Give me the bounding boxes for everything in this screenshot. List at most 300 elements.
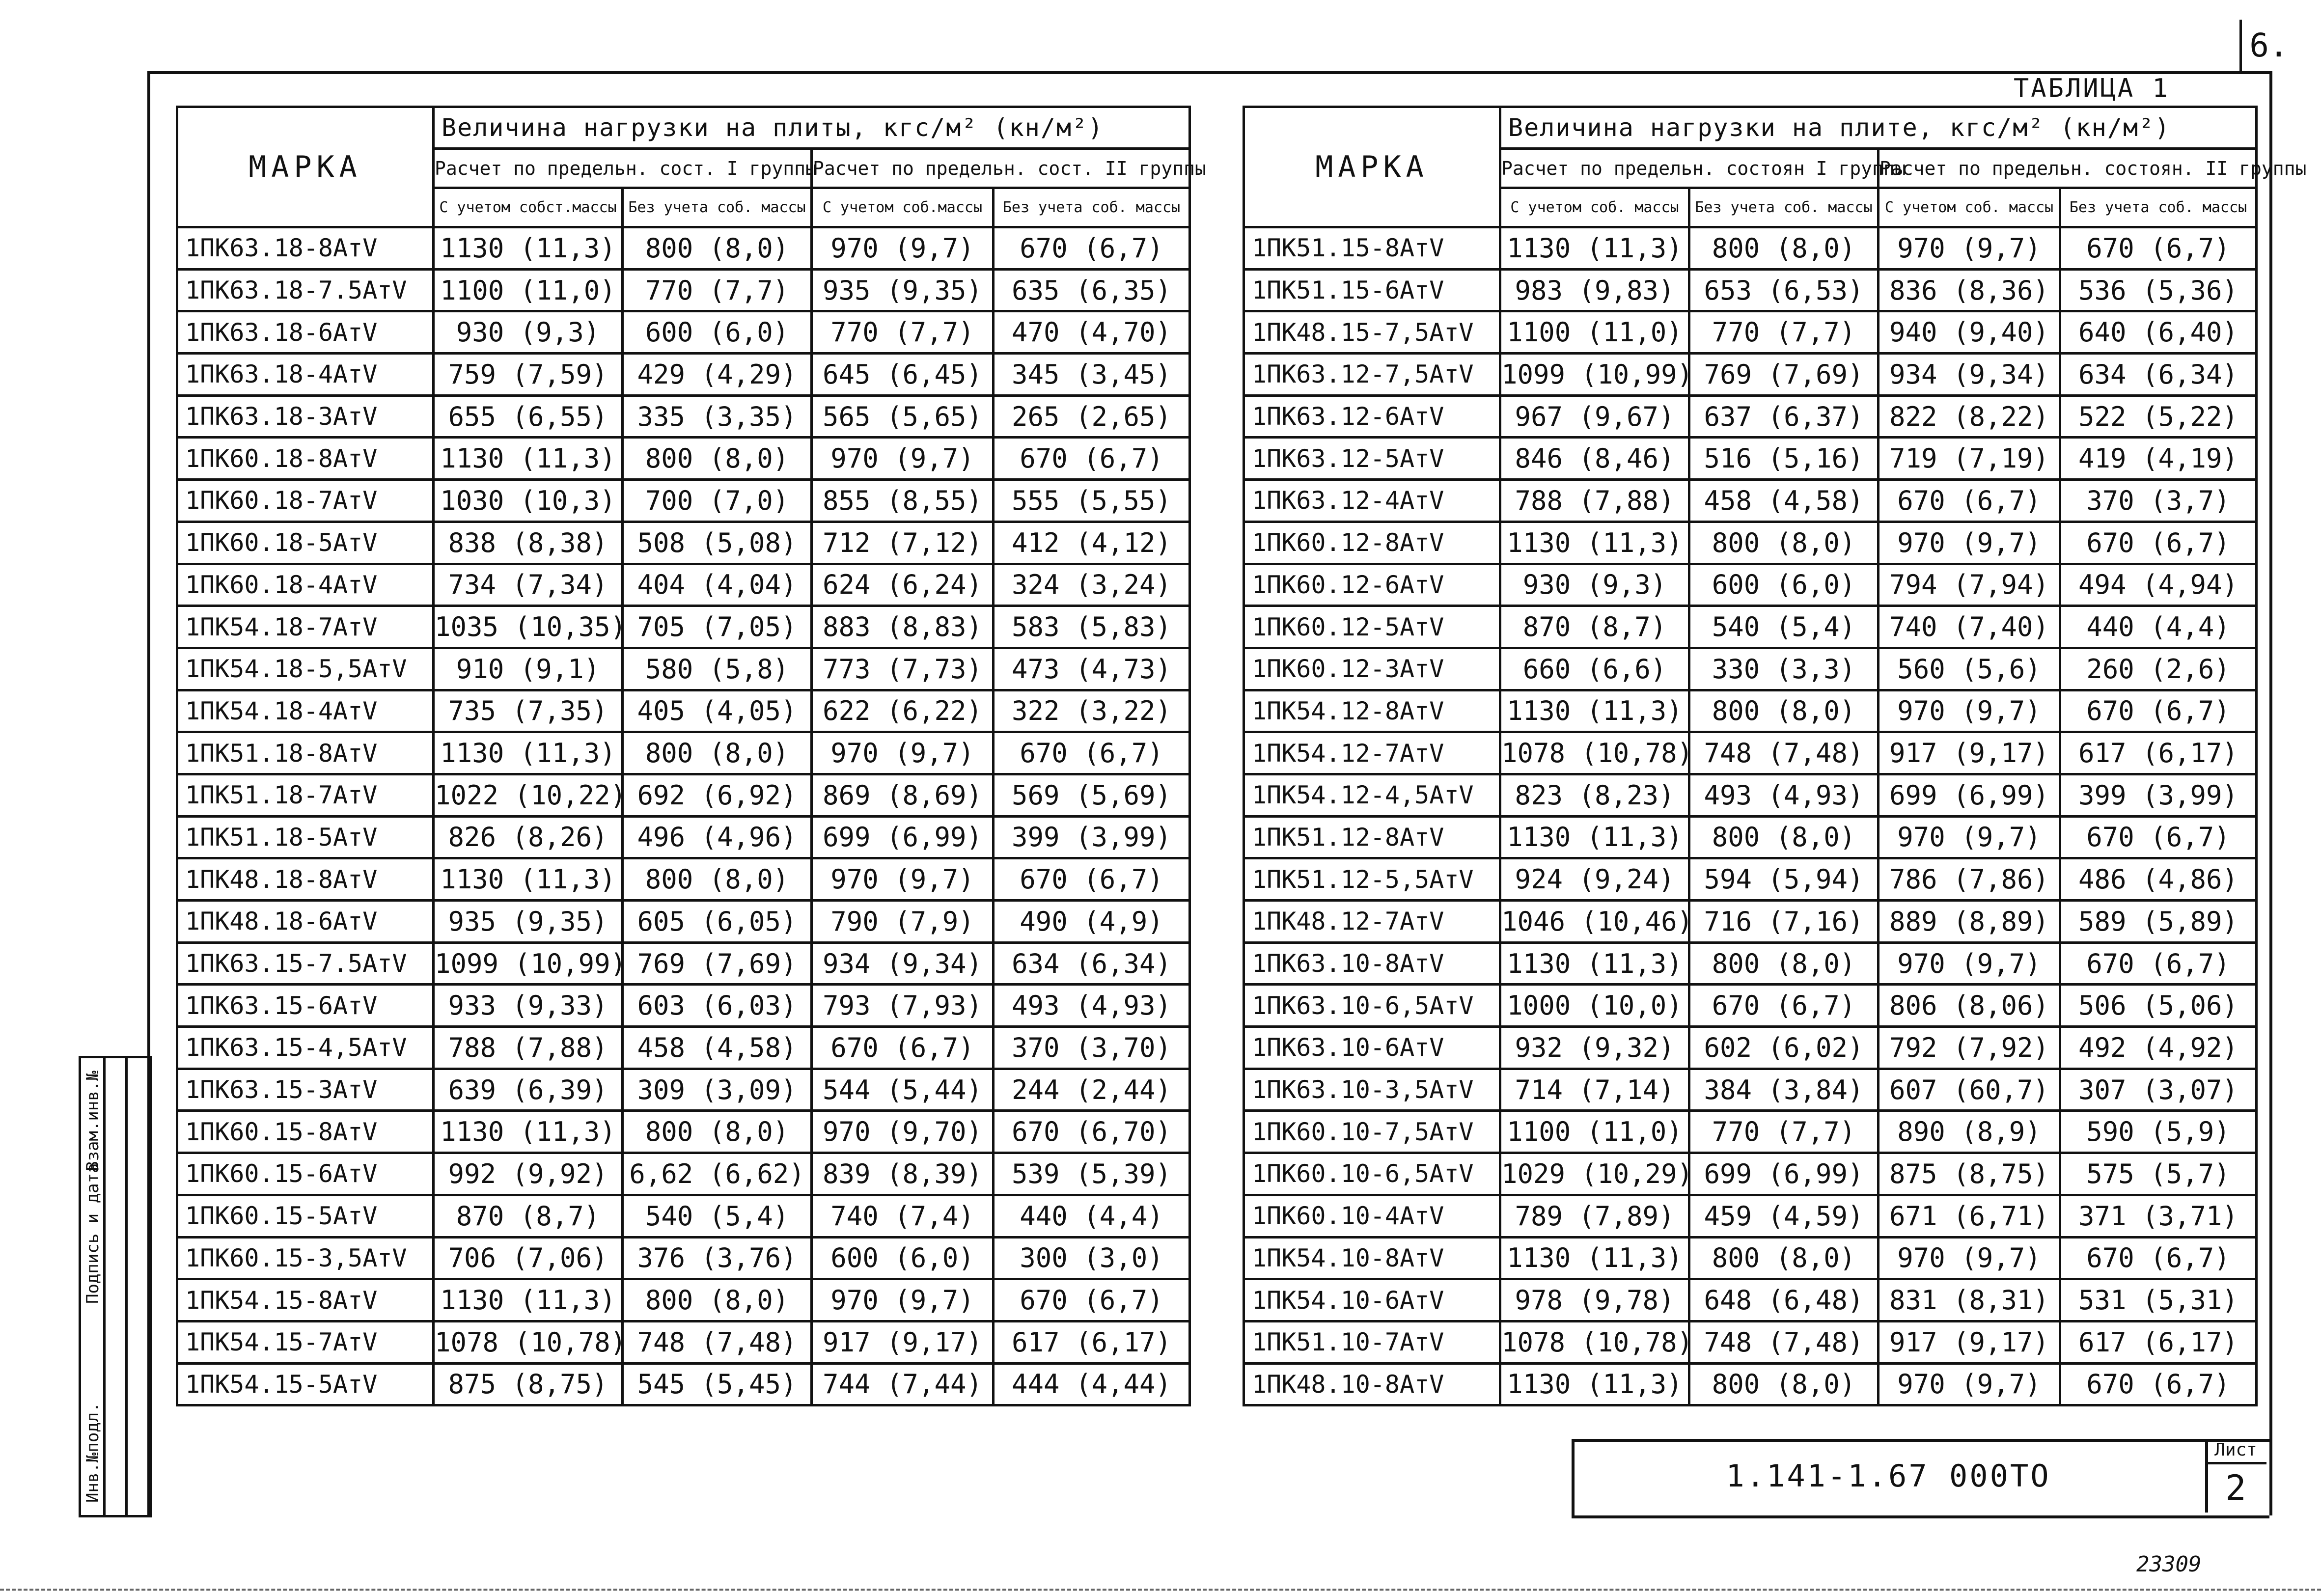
cell-load-value: 660 (6,6) — [1500, 648, 1689, 690]
cell-load-value: 800 (8,0) — [623, 1111, 812, 1153]
cell-load-value: 800 (8,0) — [1689, 816, 1879, 858]
cell-load-value: 399 (3,99) — [994, 816, 1190, 858]
table-row — [1244, 1321, 2257, 1363]
cell-marka: 1ПК63.18-3АтV — [177, 395, 434, 438]
cell-load-value: 600 (6,0) — [1689, 564, 1879, 606]
cell-load-value: 800 (8,0) — [1689, 1237, 1879, 1279]
cell-load-value: 870 (8,7) — [434, 1195, 623, 1237]
cell-marka: 1ПК63.18-7.5АтV — [177, 269, 434, 311]
table-row — [1244, 606, 2257, 648]
table-row — [177, 942, 1190, 985]
cell-load-value: 1035 (10,35) — [434, 606, 623, 648]
cell-load-value: 635 (6,35) — [994, 269, 1190, 311]
cell-marka: 1ПК51.18-7АтV — [177, 774, 434, 816]
cell-load-value: 935 (9,35) — [434, 901, 623, 943]
cell-load-value: 1130 (11,3) — [434, 1279, 623, 1321]
cell-load-value: 607 (60,7) — [1879, 1069, 2060, 1111]
cell-marka: 1ПК63.15-4,5АтV — [177, 1027, 434, 1069]
cell-load-value: 788 (7,88) — [434, 1027, 623, 1069]
cell-load-value: 823 (8,23) — [1500, 774, 1689, 816]
cell-load-value: 516 (5,16) — [1689, 438, 1879, 480]
cell-marka: 1ПК54.10-8АтV — [1244, 1237, 1500, 1279]
cell-load-value: 545 (5,45) — [623, 1363, 812, 1405]
cell-load-value: 569 (5,69) — [994, 774, 1190, 816]
cell-load-value: 405 (4,05) — [623, 690, 812, 732]
cell-load-value: 699 (6,99) — [812, 816, 994, 858]
table-row — [177, 985, 1190, 1027]
cell-load-value: 605 (6,05) — [623, 901, 812, 943]
cell-marka: 1ПК63.15-3АтV — [177, 1069, 434, 1111]
cell-load-value: 470 (4,70) — [994, 311, 1190, 354]
table-row — [1244, 1363, 2257, 1405]
table-row — [1244, 648, 2257, 690]
cell-marka: 1ПК51.15-8АтV — [1244, 227, 1500, 270]
cell-load-value: 653 (6,53) — [1689, 269, 1879, 311]
cell-load-value: 429 (4,29) — [623, 354, 812, 396]
cell-load-value: 806 (8,06) — [1879, 985, 2060, 1027]
cell-load-value: 670 (6,7) — [1879, 480, 2060, 522]
cell-marka: 1ПК60.10-4АтV — [1244, 1195, 1500, 1237]
cell-marka: 1ПК63.10-6,5АтV — [1244, 985, 1500, 1027]
cell-load-value: 870 (8,7) — [1500, 606, 1689, 648]
cell-load-value: 714 (7,14) — [1500, 1069, 1689, 1111]
header-without-mass: Без учета соб. массы — [623, 188, 812, 227]
cell-marka: 1ПК60.15-6АтV — [177, 1153, 434, 1195]
cell-load-value: 983 (9,83) — [1500, 269, 1689, 311]
cell-marka: 1ПК54.18-7АтV — [177, 606, 434, 648]
cell-load-value: 1100 (11,0) — [1500, 1111, 1689, 1153]
cell-load-value: 930 (9,3) — [1500, 564, 1689, 606]
table-row — [177, 1279, 1190, 1321]
cell-load-value: 773 (7,73) — [812, 648, 994, 690]
cell-load-value: 617 (6,17) — [2060, 732, 2257, 774]
header-group-1: Расчет по предельн. состоян I группы — [1500, 149, 1879, 188]
header-group-2: Расчет по предельн. сост. II группы — [812, 149, 1190, 188]
cell-marka: 1ПК54.15-5АтV — [177, 1363, 434, 1405]
cell-load-value: 493 (4,93) — [994, 985, 1190, 1027]
cell-load-value: 600 (6,0) — [812, 1237, 994, 1279]
cell-load-value: 1099 (10,99) — [434, 942, 623, 985]
cell-load-value: 748 (7,48) — [1689, 732, 1879, 774]
page-bottom-line — [0, 1589, 2321, 1591]
header-group-1: Расчет по предельн. сост. I группы — [434, 149, 812, 188]
cell-load-value: 260 (2,6) — [2060, 648, 2257, 690]
cell-marka: 1ПК54.12-4,5АтV — [1244, 774, 1500, 816]
table-row — [1244, 985, 2257, 1027]
cell-marka: 1ПК54.12-8АтV — [1244, 690, 1500, 732]
cell-marka: 1ПК63.10-3,5АтV — [1244, 1069, 1500, 1111]
cell-load-value: 637 (6,37) — [1689, 395, 1879, 438]
cell-load-value: 265 (2,65) — [994, 395, 1190, 438]
cell-load-value: 793 (7,93) — [812, 985, 994, 1027]
cell-load-value: 522 (5,22) — [2060, 395, 2257, 438]
cell-load-value: 506 (5,06) — [2060, 985, 2257, 1027]
cell-load-value: 790 (7,9) — [812, 901, 994, 943]
table-row — [1244, 1111, 2257, 1153]
cell-marka: 1ПК51.12-5,5АтV — [1244, 858, 1500, 901]
cell-marka: 1ПК48.12-7АтV — [1244, 901, 1500, 943]
cell-load-value: 970 (9,7) — [812, 858, 994, 901]
cell-marka: 1ПК60.12-8АтV — [1244, 522, 1500, 564]
cell-marka: 1ПК60.18-8АтV — [177, 438, 434, 480]
cell-load-value: 490 (4,9) — [994, 901, 1190, 943]
table-row — [177, 438, 1190, 480]
cell-load-value: 670 (6,7) — [1689, 985, 1879, 1027]
cell-load-value: 622 (6,22) — [812, 690, 994, 732]
table-row — [1244, 816, 2257, 858]
header-with-mass: С учетом соб. массы — [1500, 188, 1689, 227]
table-row — [1244, 690, 2257, 732]
cell-load-value: 412 (4,12) — [994, 522, 1190, 564]
cell-load-value: 992 (9,92) — [434, 1153, 623, 1195]
table-row — [177, 395, 1190, 438]
cell-load-value: 719 (7,19) — [1879, 438, 2060, 480]
cell-load-value: 670 (6,7) — [2060, 1363, 2257, 1405]
cell-load-value: 699 (6,99) — [1879, 774, 2060, 816]
header-marka: МАРКА — [1244, 107, 1500, 227]
cell-load-value: 670 (6,7) — [994, 732, 1190, 774]
cell-load-value: 838 (8,38) — [434, 522, 623, 564]
cell-load-value: 744 (7,44) — [812, 1363, 994, 1405]
cell-load-value: 970 (9,7) — [812, 227, 994, 270]
cell-load-value: 670 (6,70) — [994, 1111, 1190, 1153]
cell-load-value: 670 (6,7) — [994, 227, 1190, 270]
table-row — [177, 1153, 1190, 1195]
cell-load-value: 1030 (10,3) — [434, 480, 623, 522]
stamp-podpis-data: Подпись и дата — [83, 1163, 103, 1304]
cell-load-value: 970 (9,7) — [812, 438, 994, 480]
cell-marka: 1ПК63.15-7.5АтV — [177, 942, 434, 985]
cell-load-value: 1130 (11,3) — [434, 858, 623, 901]
cell-load-value: 444 (4,44) — [994, 1363, 1190, 1405]
page-number: 6. — [2239, 20, 2296, 71]
cell-marka: 1ПК48.15-7,5АтV — [1244, 311, 1500, 354]
cell-load-value: 735 (7,35) — [434, 690, 623, 732]
cell-load-value: 716 (7,16) — [1689, 901, 1879, 943]
cell-load-value: 486 (4,86) — [2060, 858, 2257, 901]
cell-load-value: 324 (3,24) — [994, 564, 1190, 606]
cell-load-value: 800 (8,0) — [623, 438, 812, 480]
cell-load-value: 1130 (11,3) — [434, 1111, 623, 1153]
cell-marka: 1ПК51.15-6АтV — [1244, 269, 1500, 311]
cell-load-value: 970 (9,7) — [1879, 227, 2060, 270]
cell-marka: 1ПК60.18-7АтV — [177, 480, 434, 522]
cell-load-value: 970 (9,70) — [812, 1111, 994, 1153]
cell-load-value: 589 (5,89) — [2060, 901, 2257, 943]
cell-load-value: 1130 (11,3) — [434, 438, 623, 480]
cell-load-value: 836 (8,36) — [1879, 269, 2060, 311]
cell-load-value: 536 (5,36) — [2060, 269, 2257, 311]
cell-load-value: 640 (6,40) — [2060, 311, 2257, 354]
header-marka: МАРКА — [177, 107, 434, 227]
cell-load-value: 935 (9,35) — [812, 269, 994, 311]
cell-load-value: 590 (5,9) — [2060, 1111, 2257, 1153]
cell-load-value: 531 (5,31) — [2060, 1279, 2257, 1321]
cell-load-value: 932 (9,32) — [1500, 1027, 1689, 1069]
cell-load-value: 934 (9,34) — [812, 942, 994, 985]
cell-load-value: 970 (9,7) — [1879, 522, 2060, 564]
cell-load-value: 770 (7,7) — [812, 311, 994, 354]
table-row — [1244, 354, 2257, 396]
cell-load-value: 967 (9,67) — [1500, 395, 1689, 438]
cell-load-value: 440 (4,4) — [994, 1195, 1190, 1237]
cell-marka: 1ПК51.18-5АтV — [177, 816, 434, 858]
table-row — [1244, 438, 2257, 480]
table-body — [1244, 227, 2257, 1405]
table-row — [1244, 522, 2257, 564]
cell-load-value: 770 (7,7) — [1689, 1111, 1879, 1153]
cell-marka: 1ПК63.10-8АтV — [1244, 942, 1500, 985]
cell-load-value: 933 (9,33) — [434, 985, 623, 1027]
cell-load-value: 539 (5,39) — [994, 1153, 1190, 1195]
cell-load-value: 800 (8,0) — [623, 732, 812, 774]
cell-load-value: 440 (4,4) — [2060, 606, 2257, 648]
table-row — [1244, 564, 2257, 606]
cell-load-value: 575 (5,7) — [2060, 1153, 2257, 1195]
cell-load-value: 712 (7,12) — [812, 522, 994, 564]
table-row — [177, 1069, 1190, 1111]
cell-load-value: 940 (9,40) — [1879, 311, 2060, 354]
cell-load-value: 602 (6,02) — [1689, 1027, 1879, 1069]
cell-load-value: 493 (4,93) — [1689, 774, 1879, 816]
table-label: ТАБЛИЦА 1 — [2014, 74, 2170, 103]
cell-load-value: 883 (8,83) — [812, 606, 994, 648]
cell-load-value: 869 (8,69) — [812, 774, 994, 816]
cell-load-value: 910 (9,1) — [434, 648, 623, 690]
cell-load-value: 789 (7,89) — [1500, 1195, 1689, 1237]
cell-marka: 1ПК54.15-7АтV — [177, 1321, 434, 1363]
cell-load-value: 934 (9,34) — [1879, 354, 2060, 396]
cell-load-value: 371 (3,71) — [2060, 1195, 2257, 1237]
cell-load-value: 670 (6,7) — [994, 438, 1190, 480]
cell-load-value: 300 (3,0) — [994, 1237, 1190, 1279]
cell-load-value: 1100 (11,0) — [1500, 311, 1689, 354]
cell-load-value: 645 (6,45) — [812, 354, 994, 396]
header-with-mass: С учетом соб.массы — [812, 188, 994, 227]
cell-marka: 1ПК60.15-5АтV — [177, 1195, 434, 1237]
cell-load-value: 917 (9,17) — [812, 1321, 994, 1363]
table-row — [1244, 395, 2257, 438]
cell-marka: 1ПК63.18-4АтV — [177, 354, 434, 396]
cell-marka: 1ПК63.10-6АтV — [1244, 1027, 1500, 1069]
cell-load-value: 855 (8,55) — [812, 480, 994, 522]
cell-marka: 1ПК60.18-4АтV — [177, 564, 434, 606]
table-row — [177, 480, 1190, 522]
table-row — [1244, 1237, 2257, 1279]
cell-load-value: 670 (6,7) — [2060, 816, 2257, 858]
cell-load-value: 970 (9,7) — [1879, 1237, 2060, 1279]
cell-load-value: 800 (8,0) — [1689, 1363, 1879, 1405]
cell-load-value: 706 (7,06) — [434, 1237, 623, 1279]
table-row — [1244, 901, 2257, 943]
cell-load-value: 458 (4,58) — [1689, 480, 1879, 522]
table-row — [1244, 1279, 2257, 1321]
cell-marka: 1ПК48.10-8АтV — [1244, 1363, 1500, 1405]
cell-load-value: 594 (5,94) — [1689, 858, 1879, 901]
cell-load-value: 917 (9,17) — [1879, 1321, 2060, 1363]
table-row — [177, 269, 1190, 311]
table-row — [177, 1321, 1190, 1363]
cell-load-value: 670 (6,7) — [2060, 522, 2257, 564]
cell-load-value: 624 (6,24) — [812, 564, 994, 606]
cell-load-value: 670 (6,7) — [994, 858, 1190, 901]
cell-load-value: 748 (7,48) — [1689, 1321, 1879, 1363]
table-row — [1244, 1153, 2257, 1195]
header-with-mass: С учетом собст.массы — [434, 188, 623, 227]
cell-load-value: 634 (6,34) — [994, 942, 1190, 985]
cell-load-value: 670 (6,7) — [2060, 227, 2257, 270]
cell-load-value: 670 (6,7) — [812, 1027, 994, 1069]
cell-load-value: 244 (2,44) — [994, 1069, 1190, 1111]
cell-load-value: 458 (4,58) — [623, 1027, 812, 1069]
header-without-mass: Без учета соб. массы — [1689, 188, 1879, 227]
header-without-mass: Без учета соб. массы — [994, 188, 1190, 227]
cell-marka: 1ПК60.15-3,5АтV — [177, 1237, 434, 1279]
cell-load-value: 600 (6,0) — [623, 311, 812, 354]
table-body — [177, 227, 1190, 1405]
cell-load-value: 634 (6,34) — [2060, 354, 2257, 396]
cell-load-value: 826 (8,26) — [434, 816, 623, 858]
cell-load-value: 540 (5,4) — [1689, 606, 1879, 648]
cell-load-value: 670 (6,7) — [2060, 942, 2257, 985]
cell-load-value: 875 (8,75) — [434, 1363, 623, 1405]
cell-load-value: 1130 (11,3) — [434, 732, 623, 774]
cell-load-value: 1078 (10,78) — [434, 1321, 623, 1363]
table-row — [1244, 480, 2257, 522]
cell-marka: 1ПК60.12-6АтV — [1244, 564, 1500, 606]
table-row — [177, 858, 1190, 901]
table-row — [1244, 311, 2257, 354]
document-code: 1.141-1.67 000ТО — [1726, 1458, 2051, 1494]
cell-load-value: 1100 (11,0) — [434, 269, 623, 311]
table-row — [177, 1195, 1190, 1237]
cell-load-value: 1130 (11,3) — [1500, 227, 1689, 270]
cell-load-value: 1022 (10,22) — [434, 774, 623, 816]
cell-marka: 1ПК63.12-5АтV — [1244, 438, 1500, 480]
cell-marka: 1ПК63.18-8АтV — [177, 227, 434, 270]
cell-marka: 1ПК60.18-5АтV — [177, 522, 434, 564]
cell-load-value: 800 (8,0) — [1689, 690, 1879, 732]
cell-load-value: 671 (6,71) — [1879, 1195, 2060, 1237]
cell-marka: 1ПК60.10-6,5АтV — [1244, 1153, 1500, 1195]
cell-load-value: 555 (5,55) — [994, 480, 1190, 522]
cell-load-value: 1029 (10,29) — [1500, 1153, 1689, 1195]
cell-load-value: 1000 (10,0) — [1500, 985, 1689, 1027]
cell-load-value: 370 (3,70) — [994, 1027, 1190, 1069]
table-row — [177, 354, 1190, 396]
cell-load-value: 700 (7,0) — [623, 480, 812, 522]
cell-load-value: 970 (9,7) — [1879, 1363, 2060, 1405]
cell-load-value: 540 (5,4) — [623, 1195, 812, 1237]
table-row — [177, 901, 1190, 943]
cell-load-value: 1130 (11,3) — [1500, 1237, 1689, 1279]
table-row — [1244, 732, 2257, 774]
cell-load-value: 1078 (10,78) — [1500, 1321, 1689, 1363]
cell-load-value: 1078 (10,78) — [1500, 732, 1689, 774]
table-row — [1244, 1027, 2257, 1069]
cell-load-value: 917 (9,17) — [1879, 732, 2060, 774]
stamp-column — [103, 1058, 128, 1515]
cell-load-value: 800 (8,0) — [623, 1279, 812, 1321]
cell-load-value: 580 (5,8) — [623, 648, 812, 690]
cell-load-value: 508 (5,08) — [623, 522, 812, 564]
cell-load-value: 831 (8,31) — [1879, 1279, 2060, 1321]
cell-load-value: 770 (7,7) — [1689, 311, 1879, 354]
cell-load-value: 770 (7,7) — [623, 269, 812, 311]
cell-load-value: 1130 (11,3) — [1500, 690, 1689, 732]
cell-load-value: 800 (8,0) — [623, 227, 812, 270]
cell-load-value: 846 (8,46) — [1500, 438, 1689, 480]
cell-load-value: 494 (4,94) — [2060, 564, 2257, 606]
sheet-number: 2 — [2225, 1468, 2246, 1508]
stamp-vzam-inv: Взам.инв.№ — [83, 1071, 103, 1171]
cell-marka: 1ПК48.18-6АтV — [177, 901, 434, 943]
cell-marka: 1ПК63.15-6АтV — [177, 985, 434, 1027]
cell-load-value: 740 (7,4) — [812, 1195, 994, 1237]
cell-load-value: 544 (5,44) — [812, 1069, 994, 1111]
cell-load-value: 370 (3,7) — [2060, 480, 2257, 522]
cell-load-value: 769 (7,69) — [623, 942, 812, 985]
cell-marka: 1ПК51.12-8АтV — [1244, 816, 1500, 858]
cell-load-value: 1099 (10,99) — [1500, 354, 1689, 396]
table-row — [177, 1237, 1190, 1279]
cell-load-value: 692 (6,92) — [623, 774, 812, 816]
table-row — [177, 690, 1190, 732]
table-row — [177, 1027, 1190, 1069]
cell-marka: 1ПК63.12-6АтV — [1244, 395, 1500, 438]
cell-load-value: 6,62 (6,62) — [623, 1153, 812, 1195]
table-row — [1244, 227, 2257, 270]
table-row — [1244, 1195, 2257, 1237]
cell-marka: 1ПК63.18-6АтV — [177, 311, 434, 354]
cell-load-value: 786 (7,86) — [1879, 858, 2060, 901]
cell-load-value: 924 (9,24) — [1500, 858, 1689, 901]
table-row — [177, 606, 1190, 648]
cell-load-value: 800 (8,0) — [1689, 522, 1879, 564]
cell-load-value: 583 (5,83) — [994, 606, 1190, 648]
cell-marka: 1ПК60.12-5АтV — [1244, 606, 1500, 648]
cell-marka: 1ПК48.18-8АтV — [177, 858, 434, 901]
cell-load-value: 800 (8,0) — [623, 858, 812, 901]
cell-load-value: 800 (8,0) — [1689, 942, 1879, 985]
table-row — [177, 732, 1190, 774]
cell-load-value: 459 (4,59) — [1689, 1195, 1879, 1237]
cell-marka: 1ПК63.12-7,5АтV — [1244, 354, 1500, 396]
cell-load-value: 670 (6,7) — [2060, 1237, 2257, 1279]
cell-load-value: 335 (3,35) — [623, 395, 812, 438]
header-without-mass: Без учета соб. массы — [2060, 188, 2257, 227]
table-row — [1244, 1069, 2257, 1111]
cell-load-value: 307 (3,07) — [2060, 1069, 2257, 1111]
header-load-title: Величина нагрузки на плите, кгс/м² (кн/м²) — [1500, 107, 2257, 149]
cell-load-value: 639 (6,39) — [434, 1069, 623, 1111]
cell-load-value: 330 (3,3) — [1689, 648, 1879, 690]
cell-load-value: 1130 (11,3) — [1500, 522, 1689, 564]
cell-marka: 1ПК54.18-4АтV — [177, 690, 434, 732]
sheet-label: Лист — [2205, 1440, 2266, 1464]
cell-load-value: 748 (7,48) — [623, 1321, 812, 1363]
load-table-right — [1243, 106, 2307, 1406]
table-row — [177, 564, 1190, 606]
cell-marka: 1ПК54.10-6АтV — [1244, 1279, 1500, 1321]
cell-load-value: 617 (6,17) — [994, 1321, 1190, 1363]
cell-load-value: 794 (7,94) — [1879, 564, 2060, 606]
table-row — [1244, 942, 2257, 985]
side-stamp — [79, 1056, 152, 1517]
cell-load-value: 800 (8,0) — [1689, 227, 1879, 270]
cell-load-value: 1130 (11,3) — [1500, 1363, 1689, 1405]
cell-load-value: 492 (4,92) — [2060, 1027, 2257, 1069]
